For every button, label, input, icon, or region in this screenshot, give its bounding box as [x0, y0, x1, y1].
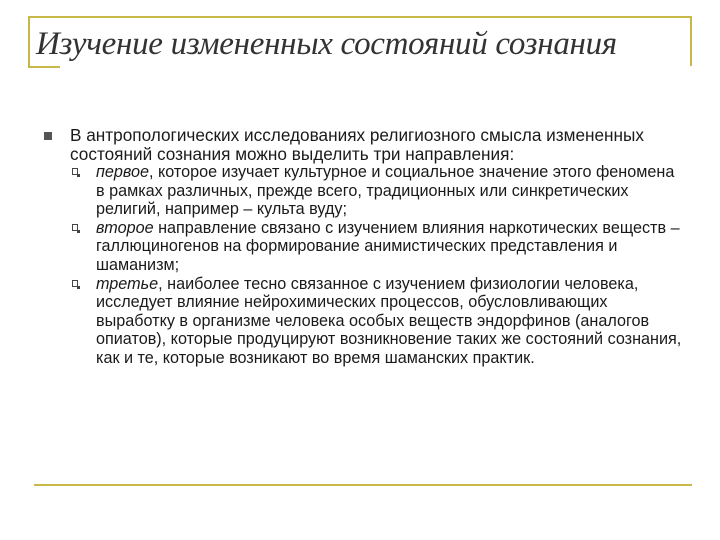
slide-frame-top-rule: [28, 16, 692, 18]
hollow-square-bullet-icon: [72, 280, 78, 287]
sub-bullet-text: направление связано с изучением влияния наркотических веществ – галлюциногенов на формирование анимистических представления и шаманизм;: [96, 218, 680, 274]
sub-bullet-first: [44, 163, 684, 219]
bottom-accent-rule: [34, 484, 692, 486]
sub-bullet-term: третье: [96, 274, 159, 293]
sub-bullet-third: [44, 275, 684, 368]
sub-bullet-text: , которое изучает культурное и социальное значение этого феномена в рамках различных, прежде всего, традиционных или синкретических религий, например – культа вуду;: [96, 163, 675, 219]
sub-bullet-term: второе: [96, 218, 154, 237]
sub-bullet-term: первое: [96, 163, 150, 181]
hollow-square-bullet-icon: [72, 168, 78, 175]
title-accent-rule: [28, 66, 60, 68]
sub-bullet-text: , наиболее тесно связанное с изучением физиологии человека, исследует влияние нейрохимических процессов, обусловливающих выработку в организме человека особых веществ эндорфинов (аналогов опиатов), которые продуцируют возникновение таких же состояний сознания, как и те, которые возникают во время шаманских практик.: [96, 274, 682, 367]
intro-text: В антропологических исследованиях религиозного смысла измененных состояний сознания можно выделить три направления:: [70, 125, 644, 164]
slide-title: Изучение измененных состояний сознания: [36, 26, 617, 62]
square-bullet-icon: [44, 132, 52, 140]
bullet-intro: [44, 126, 684, 163]
hollow-square-bullet-icon: [72, 224, 78, 231]
slide-body: [44, 126, 684, 368]
sub-bullet-second: [44, 219, 684, 275]
slide-frame-left-rule: [28, 16, 30, 66]
slide-frame-right-rule: [690, 16, 692, 66]
